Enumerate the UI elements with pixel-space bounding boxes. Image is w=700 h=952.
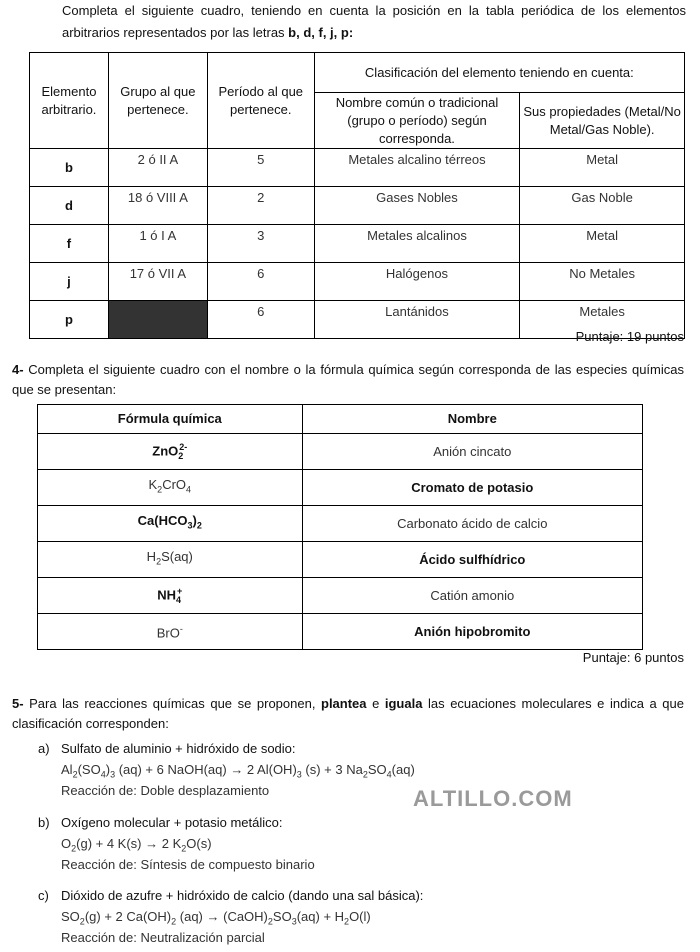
cell-formula: $K_2CrO_4$ <box>38 470 303 506</box>
cell-period: 6 <box>207 263 314 301</box>
intro-letters: b, d, f, j, p: <box>288 25 354 40</box>
reaction-title: Sulfato de aluminio + hidróxido de sodio: <box>61 741 296 756</box>
intro-sentence: Completa el siguiente cuadro, teniendo en cuenta la posición en la tabla periódica de los elementos arbitrarios representados por las letras <box>62 3 686 40</box>
reaction-item-c: c) Dióxido de azufre + hidróxido de calcio (dando una sal básica): $SO_2(g) + 2$ $Ca(OH)_2$ $(aq) \to (CaOH)_2SO_3(aq) + H_2O(l)$ Reacción de: Neutralización parcial <box>38 886 678 948</box>
watermark-logo: ALTILLO.COM <box>413 786 573 811</box>
cell-element: j <box>30 263 109 301</box>
table-row <box>30 263 685 301</box>
cell-property: Gas Noble <box>520 187 685 225</box>
cell-period: 3 <box>207 225 314 263</box>
cell-common-name: Lantánidos <box>314 301 520 339</box>
header-nombre-comun: Nombre común o tradicional (grupo o período) según corresponda. <box>314 93 520 149</box>
section4-instructions <box>12 360 684 400</box>
section4-text: Completa el siguiente cuadro con el nombre o la fórmula química según corresponda de las especies químicas que se presentan: <box>12 362 684 397</box>
cell-formula: BrO- <box>38 614 303 650</box>
header-formula: Fórmula química <box>38 405 303 434</box>
reaction-equation: $O_2(g) + 4$ K(s) → 2 $K_2O(s)$ <box>61 836 212 854</box>
cell-formula: $NH_4^+$ <box>38 578 303 614</box>
cell-period: 6 <box>207 301 314 339</box>
cell-element: d <box>30 187 109 225</box>
cell-group-redacted <box>108 301 207 339</box>
cell-formula: $Ca(HCO_3)_2$ <box>38 506 303 542</box>
cell-property: Metales <box>520 301 685 339</box>
cell-period: 5 <box>207 149 314 187</box>
reaction-title: Dióxido de azufre + hidróxido de calcio (dando una sal básica): <box>61 888 424 903</box>
section4-number: 4- <box>12 362 24 377</box>
header-clasificacion: Clasificación del elemento teniendo en cuenta: <box>314 53 684 93</box>
cell-period: 2 <box>207 187 314 225</box>
cell-group: 2 ó II A <box>108 149 207 187</box>
header-grupo: Grupo al que pertenece. <box>108 53 207 149</box>
reaction-equation: $Al_2(SO_4)_3$ (aq) + 6 NaOH(aq) → 2 $Al(OH)_3$ (s) + 3 $Na_2SO_4(aq)$ <box>61 762 415 780</box>
reaction-type: Reacción de: Neutralización parcial <box>61 930 265 945</box>
cell-group: 18 ó VIII A <box>108 187 207 225</box>
reaction-type: Reacción de: Síntesis de compuesto binario <box>61 857 315 872</box>
cell-formula: $H_2S(aq)$ <box>38 542 303 578</box>
cell-name: Carbonato ácido de calcio <box>302 506 642 542</box>
cell-common-name: Metales alcalino térreos <box>314 149 520 187</box>
periodic-table-exercise <box>29 52 685 339</box>
cell-group: 17 ó VII A <box>108 263 207 301</box>
table-row <box>38 542 643 578</box>
section5-instructions: 5- Para las reacciones químicas que se proponen, plantea e iguala las ecuaciones moleculares e indica a que clasificación corresponden: <box>12 696 684 731</box>
table-row <box>38 434 643 470</box>
header-nombre: Nombre <box>302 405 642 434</box>
score-table1: Puntaje: 19 puntos <box>575 329 684 344</box>
cell-element: p <box>30 301 109 339</box>
cell-name: Anión hipobromito <box>302 614 642 650</box>
table-row <box>38 578 643 614</box>
cell-element: b <box>30 149 109 187</box>
reaction-type: Reacción de: Doble desplazamiento <box>61 783 270 798</box>
cell-formula: ZnO$_2^{2-}$ <box>38 434 303 470</box>
section5-number: 5- <box>12 696 24 711</box>
score-table2: Puntaje: 6 puntos <box>582 650 684 665</box>
reaction-item-a: a) Sulfato de aluminio + hidróxido de sodio: $Al_2(SO_4)_3$ (aq) + 6 NaOH(aq) → 2 $Al(OH)_3$ (s) + 3 $Na_2SO_4(aq)$ Reacción de: Doble desplazamiento <box>38 739 678 801</box>
cell-common-name: Halógenos <box>314 263 520 301</box>
table-row <box>30 149 685 187</box>
table-row <box>30 225 685 263</box>
header-propiedades: Sus propiedades (Metal/No Metal/Gas Noble). <box>520 93 685 149</box>
table-row <box>38 506 643 542</box>
cell-property: Metal <box>520 225 685 263</box>
cell-element: f <box>30 225 109 263</box>
cell-common-name: Gases Nobles <box>314 187 520 225</box>
reaction-equation: $SO_2(g) + 2$ $Ca(OH)_2$ $(aq) \to (CaOH)_2SO_3(aq) + H_2O(l)$ <box>61 909 371 927</box>
cell-name: Cromato de potasio <box>302 470 642 506</box>
cell-property: No Metales <box>520 263 685 301</box>
header-periodo: Período al que pertenece. <box>207 53 314 149</box>
intro-text <box>62 0 686 44</box>
table-row <box>38 614 643 650</box>
table-row <box>38 470 643 506</box>
header-elemento: Elemento arbitrario. <box>30 53 109 149</box>
cell-common-name: Metales alcalinos <box>314 225 520 263</box>
reaction-title: Oxígeno molecular + potasio metálico: <box>61 815 283 830</box>
formula-name-table <box>37 404 643 650</box>
table-row <box>30 187 685 225</box>
cell-property: Metal <box>520 149 685 187</box>
cell-name: Catión amonio <box>302 578 642 614</box>
cell-name: Ácido sulfhídrico <box>302 542 642 578</box>
cell-name: Anión cincato <box>302 434 642 470</box>
reaction-item-b: b) Oxígeno molecular + potasio metálico: $O_2(g) + 4$ K(s) → 2 $K_2O(s)$ Reacción de: Síntesis de compuesto binario <box>38 813 678 875</box>
cell-group: 1 ó I A <box>108 225 207 263</box>
